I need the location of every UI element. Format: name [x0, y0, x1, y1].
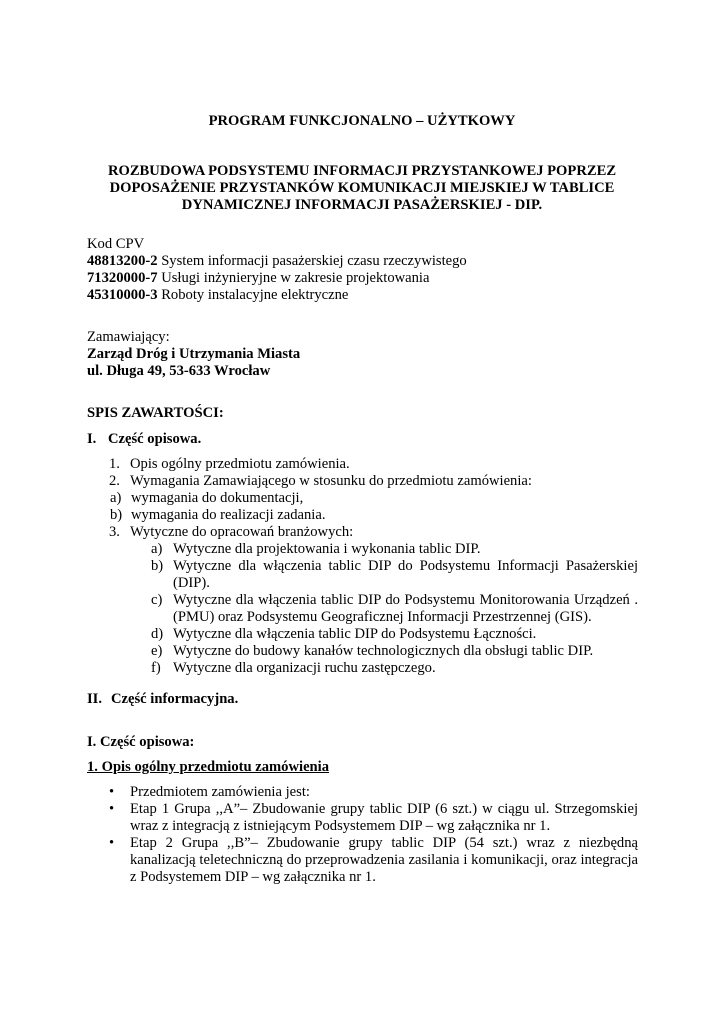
toc-part-label: Część informacyjna. [111, 691, 239, 707]
cpv-section [87, 236, 647, 304]
toc-item-number: d) [151, 626, 164, 642]
toc-item-text: Wymagania Zamawiającego w stosunku do przedmiotu zamówienia: [130, 473, 532, 489]
toc-subitem [151, 660, 638, 677]
section-heading: I. Część opisowa: [87, 734, 195, 750]
toc-item-text: Wytyczne dla włączenia tablic DIP do Podsystemu Informacji Pasażerskiej (DIP). [173, 558, 638, 591]
cpv-label: Kod CPV [87, 236, 145, 252]
cpv-desc: Usługi inżynieryjne w zakresie projektowania [157, 270, 430, 286]
cpv-item [87, 287, 647, 304]
toc-item-number: b) [151, 558, 164, 574]
bullet-item: • Etap 1 Grupa ,,A”– Zbudowanie grupy tablic DIP (6 szt.) w ciągu ul. Strzegomskiej wraz z integracją z istniejącym Podsystemem DIP – wg załącznika nr 1. [87, 801, 638, 835]
client-label: Zamawiający: [87, 329, 170, 345]
toc-item-text: Wytyczne dla włączenia tablic DIP do Podsystemu Monitorowania Urządzeń .(PMU) oraz Podsystemu Geograficznej Informacji Przestrzennej (GIS). [173, 592, 638, 625]
toc-item [109, 456, 350, 473]
toc-item-number: 3. [109, 524, 120, 540]
section-subheading: 1. Opis ogólny przedmiotu zamówienia [87, 759, 330, 775]
bullet-item: • Przedmiotem zamówienia jest: [87, 784, 638, 801]
toc-item-number: b) [110, 507, 123, 523]
toc-item-text: Wytyczne dla organizacji ruchu zastępczego. [173, 660, 436, 676]
toc-part-2 [87, 691, 239, 708]
cpv-item [87, 253, 647, 270]
document-subtitle [60, 163, 664, 214]
toc-part-label: Część opisowa. [108, 431, 202, 447]
toc-subitem [110, 507, 326, 524]
toc-part-1 [87, 431, 202, 448]
client-name: Zarząd Dróg i Utrzymania Miasta [87, 346, 301, 362]
toc-item-text: Wytyczne dla projektowania i wykonania tablic DIP. [173, 541, 481, 557]
toc-item-number: 2. [109, 473, 120, 489]
toc-item-number: c) [151, 592, 163, 608]
subtitle-line: DYNAMICZNEJ INFORMACJI PASAŻERSKIEJ - DIP. [181, 197, 543, 213]
toc-subitem [151, 592, 638, 626]
toc-subitem [151, 541, 638, 558]
cpv-desc: Roboty instalacyjne elektryczne [157, 287, 349, 303]
bullet-list [87, 784, 638, 886]
toc-sublist [151, 541, 638, 677]
toc-item [109, 473, 532, 490]
subtitle-line: DOPOSAŻENIE PRZYSTANKÓW KOMUNIKACJI MIEJSKIEJ W TABLICE [109, 180, 615, 196]
toc-item [109, 524, 354, 541]
subtitle-line: ROZBUDOWA PODSYSTEMU INFORMACJI PRZYSTANKOWEJ POPRZEZ [107, 163, 617, 179]
toc-item-number: f) [151, 660, 161, 676]
toc-item-text: Wytyczne do budowy kanałów technologicznych dla obsługi tablic DIP. [173, 643, 594, 659]
toc-subitem [151, 626, 638, 643]
toc-item-number: a) [151, 541, 163, 557]
toc-item-text: Wytyczne dla włączenia tablic DIP do Podsystemu Łączności. [173, 626, 537, 642]
toc-item-text: Wytyczne do opracowań branżowych: [130, 524, 354, 540]
toc-item-text: Opis ogólny przedmiotu zamówienia. [130, 456, 350, 472]
document-title: PROGRAM FUNKCJONALNO – UŻYTKOWY [208, 113, 516, 129]
toc-part-number: II. [87, 691, 103, 707]
toc-heading: SPIS ZAWARTOŚCI: [87, 405, 224, 421]
toc-subitem [110, 490, 304, 507]
toc-item-number: a) [110, 490, 122, 506]
client-section [87, 329, 647, 380]
toc-item-text: wymagania do dokumentacji, [131, 490, 304, 506]
toc-item-number: 1. [109, 456, 120, 472]
cpv-code: 71320000-7 [87, 270, 158, 286]
toc-subitem [151, 643, 638, 660]
toc-subitem [151, 558, 638, 592]
cpv-code: 45310000-3 [87, 287, 158, 303]
bullet-item: • Etap 2 Grupa ,,B”– Zbudowanie grupy tablic DIP (54 szt.) wraz z niezbędną kanalizacją teletechniczną do przeprowadzenia zasilania i komunikacji, oraz integracja z Podsystemem DIP – wg załącznika nr 1. [87, 835, 638, 886]
cpv-code: 48813200-2 [87, 253, 158, 269]
cpv-desc: System informacji pasażerskiej czasu rzeczywistego [157, 253, 467, 269]
toc-part-number: I. [87, 431, 97, 447]
cpv-item [87, 270, 647, 287]
toc-item-number: e) [151, 643, 163, 659]
toc-item-text: wymagania do realizacji zadania. [131, 507, 326, 523]
client-address: ul. Długa 49, 53-633 Wrocław [87, 363, 271, 379]
